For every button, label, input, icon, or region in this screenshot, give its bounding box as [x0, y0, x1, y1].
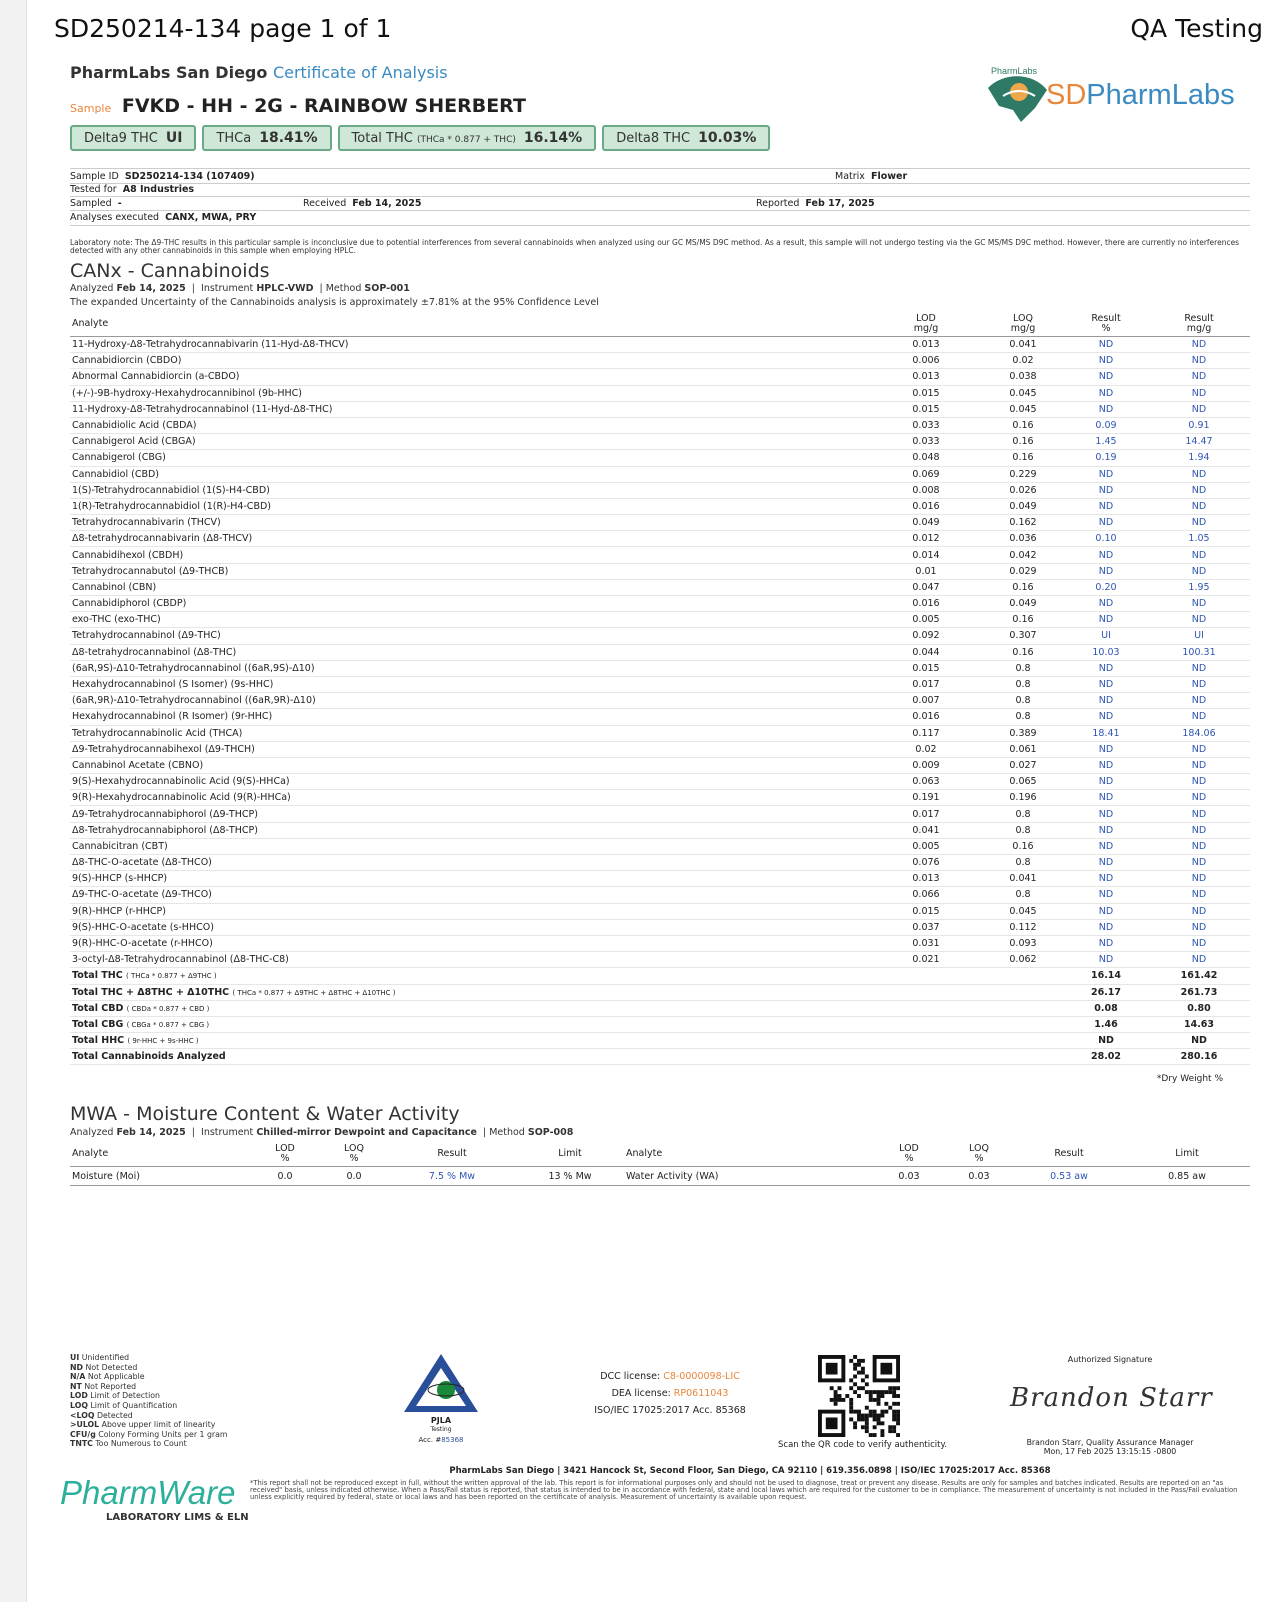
total-row: Total CBD ( CBDa * 0.877 + CBD ) 0.08 0.80: [70, 1000, 1250, 1016]
cannabinoids-table: Analyte LOD mg/g LOQ mg/g Result % Result mg/g 11-Hydroxy-Δ8-Tetrahydrocannabivarin (11-Hyd-Δ8-THCV) 0.013 0.041 ND ND Cannabidiorcin (CBDO) 0.006 0.02 ND ND Abnormal Cannabidiorcin (a-CBDO) 0.013 0.038 ND ND (+/-)-9B-hydroxy-Hexahydrocannibinol (9b-HHC) 0.015 0.045 ND ND 11-Hydroxy-Δ8-Tetrahydrocannabinol (11-Hyd-Δ8-THC) 0.015 0.045 ND ND Cannabidiolic Acid (CBDA) 0.033 0.16 0.09 0.91 Cannabigerol Acid (CBGA) 0.033 0.16 1.45 14.47 Cannabigerol (CBG) 0.048 0.16 0.19 1.94 Cannabidiol (CBD) 0.069 0.229 ND ND 1(S)-Tetrahydrocannabidiol (1(S)-H4-CBD) 0.008 0.026 ND ND 1(R)-Tetrahydrocannabidiol (1(R)-H4-CBD) 0.016 0.049 ND ND Tetrahydrocannabivarin (THCV) 0.049 0.162 ND ND Δ8-tetrahydrocannabivarin (Δ8-THCV) 0.012 0.036 0.10 1.05 Cannabidihexol (CBDH) 0.014 0.042 ND ND Tetrahydrocannabutol (Δ9-THCB) 0.01 0.029 ND ND Cannabinol (CBN) 0.047 0.16 0.20 1.95 Cannabidiphorol (CBDP) 0.016 0.049 ND ND exo-THC (exo-THC) 0.005 0.16 ND ND Tetrahydrocannabinol (Δ9-THC) 0.092 0.307 UI UI Δ8-tetrahydrocannabinol (Δ8-THC) 0.044 0.16 10.03 100.31 (6aR,9S)-Δ10-Tetrahydrocannabinol ((6aR,9S)-Δ10) 0.015 0.8 ND ND Hexahydrocannabinol (S Isomer) (9s-HHC) 0.017 0.8 ND ND (6aR,9R)-Δ10-Tetrahydrocannabinol ((6aR,9R)-Δ10) 0.007 0.8 ND ND Hexahydrocannabinol (R Isomer) (9r-HHC) 0.016 0.8 ND ND Tetrahydrocannabinolic Acid (THCA) 0.117 0.389 18.41 184.06 Δ9-Tetrahydrocannabihexol (Δ9-THCH) 0.02 0.061 ND ND Cannabinol Acetate (CBNO) 0.009 0.027 ND ND 9(S)-Hexahydrocannabinolic Acid (9(S)-HHCa) 0.063 0.065 ND ND 9(R)-Hexahydrocannabinolic Acid (9(R)-HHCa) 0.191 0.196 ND ND Δ9-Tetrahydrocannabiphorol (Δ9-THCP) 0.017 0.8 ND ND Δ8-Tetrahydrocannabiphorol (Δ8-THCP) 0.041 0.8 ND ND Cannabicitran (CBT) 0.005 0.16 ND ND Δ8-THC-O-acetate (Δ8-THCO) 0.076 0.8 ND ND 9(S)-HHCP (s-HHCP) 0.013 0.041 ND ND Δ9-THC-O-acetate (Δ9-THCO) 0.066 0.8 ND ND 9(R)-HHCP (r-HHCP) 0.015 0.045 ND ND 9(S)-HHC-O-acetate (s-HHCO) 0.037 0.112 ND ND 9(R)-HHC-O-acetate (r-HHCO) 0.031 0.093 ND ND 3-octyl-Δ8-Tetrahydrocannabinol (Δ8-THC-C8) 0.021 0.062 ND ND Total THC ( THCa * 0.877 + Δ9THC ) 16.14 161.42 Total THC + Δ8THC + Δ10THC ( THCa * 0.877 + Δ9THC + Δ8THC + Δ10THC ) 26.17 261.73 Total CBD ( CBDa * 0.877 + CBD ) 0.08 0.80 Total CBG ( CBGa * 0.877 + CBG ) 1.46 14.63 Total HHC ( 9r-HHC + 9s-HHC ) ND ND Total Cannabinoids Analyzed 28.02 280.16: [70, 312, 1250, 1065]
table-row: Δ8-tetrahydrocannabinol (Δ8-THC) 0.044 0.16 10.03 100.31: [70, 644, 1250, 660]
qa-testing-label: QA Testing: [1130, 14, 1263, 43]
table-row: 3-octyl-Δ8-Tetrahydrocannabinol (Δ8-THC-C8) 0.021 0.062 ND ND: [70, 952, 1250, 968]
svg-text:Acc. #85368: Acc. #85368: [418, 1436, 464, 1444]
sample-name: FVKD - HH - 2G - RAINBOW SHERBERT: [121, 95, 526, 117]
table-row: Tetrahydrocannabutol (Δ9-THCB) 0.01 0.029 ND ND: [70, 563, 1250, 579]
signature-title: Authorized Signature: [1067, 1355, 1153, 1364]
table-row: (+/-)-9B-hydroxy-Hexahydrocannibinol (9b-HHC) 0.015 0.045 ND ND: [70, 385, 1250, 401]
table-row: Abnormal Cannabidiorcin (a-CBDO) 0.013 0.038 ND ND: [70, 369, 1250, 385]
dry-weight-note: *Dry Weight %: [1156, 1074, 1223, 1084]
pjla-accreditation-icon: [396, 1352, 486, 1452]
info-row-2: Tested for A8 Industries: [70, 184, 195, 195]
legend-item: NT Not Reported: [70, 1381, 137, 1391]
legend-item: UI Unidentified: [70, 1353, 130, 1362]
footer-disclaimer: *This report shall not be reproduced except in full, without the written approval of the lab. This report is for informational purposes only and should not be used to diagnose, treat or prevent any disease. Results are only for samples and batches indicated. Results are reported on an "as received" basis, unless indicated otherwise. When a Pass/Fail status is reported, that status is intended to be in accordance with federal, state and local laws which are required for the customer to be in compliance. The measurement of uncertainty is not included in the Pass/Fail evaluation unless explicitly required by federal, state or local laws and has been reported on the certificate of analysis. Measurement of uncertainty is available upon request.: [250, 1479, 1238, 1501]
table-row: Cannabinol Acetate (CBNO) 0.009 0.027 ND ND: [70, 757, 1250, 773]
legend-item: TNTC Too Numerous to Count: [70, 1439, 187, 1449]
qr-code-icon[interactable]: [818, 1355, 900, 1437]
legend-item: N/A Not Applicable: [70, 1372, 145, 1382]
badge-total-thc: Total THC (THCa * 0.877 + THC) 16.14%: [338, 125, 597, 151]
table-row: 9(S)-Hexahydrocannabinolic Acid (9(S)-HHCa) 0.063 0.065 ND ND: [70, 774, 1250, 790]
logo-arc-text: PharmLabs: [991, 66, 1038, 76]
table-row: Δ8-tetrahydrocannabivarin (Δ8-THCV) 0.012 0.036 0.10 1.05: [70, 531, 1250, 547]
abbreviation-legend: [70, 1353, 227, 1449]
table-row: Cannabinol (CBN) 0.047 0.16 0.20 1.95: [70, 579, 1250, 595]
total-row: Total Cannabinoids Analyzed 28.02 280.16: [70, 1049, 1250, 1065]
table-row: Cannabidiorcin (CBDO) 0.006 0.02 ND ND: [70, 353, 1250, 369]
badge-delta9: Delta9 THC UI: [70, 125, 196, 151]
legend-item: ND Not Detected: [70, 1362, 138, 1372]
license-info: DCC license: C8-0000098-LIC DEA license: RP0611043 ISO/IEC 17025:2017 Acc. 85368: [594, 1371, 746, 1416]
info-row-1: Sample ID SD250214-134 (107409) Matrix Flower: [70, 171, 908, 182]
total-row: Total HHC ( 9r-HHC + 9s-HHC ) ND ND: [70, 1033, 1250, 1049]
canx-title: CANx - Cannabinoids: [70, 260, 270, 282]
sample-title: [70, 95, 526, 117]
badge-thca: THCa 18.41%: [202, 125, 331, 151]
table-row: (6aR,9S)-Δ10-Tetrahydrocannabinol ((6aR,9S)-Δ10) 0.015 0.8 ND ND: [70, 660, 1250, 676]
table-row: 11-Hydroxy-Δ8-Tetrahydrocannabinol (11-Hyd-Δ8-THC) 0.015 0.045 ND ND: [70, 401, 1250, 417]
table-row: Δ8-Tetrahydrocannabiphorol (Δ8-THCP) 0.041 0.8 ND ND: [70, 822, 1250, 838]
moisture-table: Analyte LOD % LOQ % Result Limit Analyte LOD % LOQ % Result Limit Moisture (Moi) 0.0 0.0 7.5 % Mw 13 % Mw Water Activity (WA) 0.03 0.03 0.53 aw 0.85 aw: [70, 1142, 1250, 1186]
doc-type: Certificate of Analysis: [272, 63, 448, 82]
legend-item: <LOQ Detected: [70, 1410, 133, 1420]
table-row: Cannabigerol Acid (CBGA) 0.033 0.16 1.45 14.47: [70, 434, 1250, 450]
table-row: 9(R)-HHC-O-acetate (r-HHCO) 0.031 0.093 ND ND: [70, 935, 1250, 951]
page-margin: [0, 0, 27, 1602]
legend-item: >ULOL Above upper limit of linearity: [70, 1420, 216, 1430]
table-row: Tetrahydrocannabinolic Acid (THCA) 0.117 0.389 18.41 184.06: [70, 725, 1250, 741]
canx-meta: Analyzed Feb 14, 2025 | Instrument HPLC-VWD | Method SOP-001: [70, 283, 410, 294]
table-row: 9(S)-HHCP (s-HHCP) 0.013 0.041 ND ND: [70, 871, 1250, 887]
total-row: Total THC + Δ8THC + Δ10THC ( THCa * 0.877 + Δ9THC + Δ8THC + Δ10THC ) 26.17 261.73: [70, 984, 1250, 1000]
table-row: Δ8-THC-O-acetate (Δ8-THCO) 0.076 0.8 ND ND: [70, 855, 1250, 871]
table-row: Cannabicitran (CBT) 0.005 0.16 ND ND: [70, 838, 1250, 854]
logo-wordmark: SDPharmLabs: [1046, 79, 1235, 111]
svg-text:Testing: Testing: [430, 1426, 452, 1433]
table-row: Δ9-THC-O-acetate (Δ9-THCO) 0.066 0.8 ND ND: [70, 887, 1250, 903]
table-row: 9(R)-HHCP (r-HHCP) 0.015 0.045 ND ND: [70, 903, 1250, 919]
handwritten-signature: Brandon Starr: [1010, 1383, 1213, 1413]
legend-item: LOQ Limit of Quantification: [70, 1400, 178, 1410]
table-row: Hexahydrocannabinol (S Isomer) (9s-HHC) 0.017 0.8 ND ND: [70, 676, 1250, 692]
canx-uncertainty: The expanded Uncertainty of the Cannabinoids analysis is approximately ±7.81% at the 95% Confidence Level: [70, 297, 599, 308]
table-row: Cannabidiolic Acid (CBDA) 0.033 0.16 0.09 0.91: [70, 417, 1250, 433]
lab-name: PharmLabs San Diego: [70, 63, 268, 82]
document-id: SD250214-134 page 1 of 1: [54, 14, 392, 43]
table-row: Δ9-Tetrahydrocannabihexol (Δ9-THCH) 0.02 0.061 ND ND: [70, 741, 1250, 757]
table-row: Cannabidiol (CBD) 0.069 0.229 ND ND: [70, 466, 1250, 482]
info-row-4: Analyses executed CANX, MWA, PRY: [70, 212, 257, 223]
table-row: 11-Hydroxy-Δ8-Tetrahydrocannabivarin (11-Hyd-Δ8-THCV) 0.013 0.041 ND ND: [70, 337, 1250, 353]
legend-item: CFU/g Colony Forming Units per 1 gram: [70, 1429, 228, 1439]
table-row: 9(R)-Hexahydrocannabinolic Acid (9(R)-HHCa) 0.191 0.196 ND ND: [70, 790, 1250, 806]
pharmware-tagline: LABORATORY LIMS & ELN: [106, 1512, 249, 1523]
table-row: Cannabidiphorol (CBDP) 0.016 0.049 ND ND: [70, 596, 1250, 612]
table-row: Cannabidihexol (CBDH) 0.014 0.042 ND ND: [70, 547, 1250, 563]
legend-item: LOD Limit of Detection: [70, 1391, 160, 1401]
table-row: Δ9-Tetrahydrocannabiphorol (Δ9-THCP) 0.017 0.8 ND ND: [70, 806, 1250, 822]
table-row: Cannabigerol (CBG) 0.048 0.16 0.19 1.94: [70, 450, 1250, 466]
table-row: Moisture (Moi) 0.0 0.0 7.5 % Mw 13 % Mw Water Activity (WA) 0.03 0.03 0.53 aw 0.85 aw: [70, 1167, 1250, 1186]
table-row: Tetrahydrocannabinol (Δ9-THC) 0.092 0.307 UI UI: [70, 628, 1250, 644]
table-row: exo-THC (exo-THC) 0.005 0.16 ND ND: [70, 612, 1250, 628]
table-row: 1(S)-Tetrahydrocannabidiol (1(S)-H4-CBD) 0.008 0.026 ND ND: [70, 482, 1250, 498]
table-row: Tetrahydrocannabivarin (THCV) 0.049 0.162 ND ND: [70, 515, 1250, 531]
table-row: 9(S)-HHC-O-acetate (s-HHCO) 0.037 0.112 ND ND: [70, 919, 1250, 935]
total-row: Total THC ( THCa * 0.877 + Δ9THC ) 16.14 161.42: [70, 968, 1250, 984]
svg-text:PJLA: PJLA: [430, 1416, 452, 1425]
table-row: Hexahydrocannabinol (R Isomer) (9r-HHC) 0.016 0.8 ND ND: [70, 709, 1250, 725]
signer: Brandon Starr, Quality Assurance Manager Mon, 17 Feb 2025 13:15:15 -0800: [1026, 1438, 1194, 1456]
summary-badges: [70, 125, 770, 151]
qr-caption: Scan the QR code to verify authenticity.: [778, 1440, 947, 1450]
mwa-title: MWA - Moisture Content & Water Activity: [70, 1103, 460, 1125]
lab-note: Laboratory note: The Δ9-THC results in this particular sample is inconclusive due to potential interferences from several cannabinoids when analyzed using our GC MS/MS D9C method. As a result, this sample will not undergo testing via the GC MS/MS D9C method. However, there are currently no interferences detected with any other cannabinoids in this sample when employing HPLC.: [70, 238, 1240, 255]
table-row: (6aR,9R)-Δ10-Tetrahydrocannabinol ((6aR,9R)-Δ10) 0.007 0.8 ND ND: [70, 693, 1250, 709]
sample-label: Sample: [70, 102, 112, 115]
table-row: 1(R)-Tetrahydrocannabidiol (1(R)-H4-CBD) 0.016 0.049 ND ND: [70, 498, 1250, 514]
total-row: Total CBG ( CBGa * 0.877 + CBG ) 1.46 14.63: [70, 1016, 1250, 1032]
info-row-3: Sampled - Received Feb 14, 2025 Reported Feb 17, 2025: [70, 198, 875, 209]
badge-delta8: Delta8 THC 10.03%: [602, 125, 770, 151]
lab-title: [70, 63, 448, 82]
pharmware-logo: PharmWare: [60, 1474, 236, 1511]
footer-address: PharmLabs San Diego | 3421 Hancock St, Second Floor, San Diego, CA 92110 | 619.356.0898 | ISO/IEC 17025:2017 Acc. 85368: [449, 1466, 1051, 1476]
mwa-meta: Analyzed Feb 14, 2025 | Instrument Chilled-mirror Dewpoint and Capacitance | Method SOP-008: [70, 1127, 574, 1138]
